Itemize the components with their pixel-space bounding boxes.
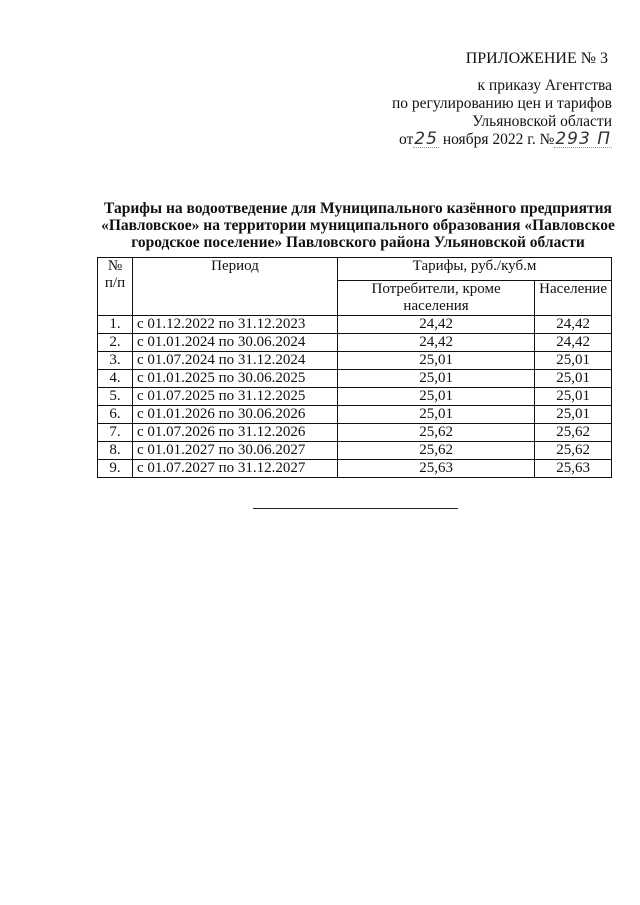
- row-population-tariff: 24,42: [535, 334, 612, 352]
- row-consumers-tariff: 25,01: [338, 370, 535, 388]
- table-row: [98, 370, 612, 388]
- row-num: 1.: [98, 316, 133, 334]
- document-title: [98, 200, 618, 251]
- row-period: с 01.12.2022 по 31.12.2023: [133, 316, 338, 334]
- row-num: 8.: [98, 442, 133, 460]
- row-period: с 01.07.2026 по 31.12.2026: [133, 424, 338, 442]
- table-row: [98, 424, 612, 442]
- row-population-tariff: 24,42: [535, 316, 612, 334]
- row-num: 3.: [98, 352, 133, 370]
- order-line-1: к приказу Агентства: [477, 77, 612, 94]
- row-population-tariff: 25,01: [535, 352, 612, 370]
- row-consumers-tariff: 25,01: [338, 388, 535, 406]
- table-row: [98, 316, 612, 334]
- row-period: с 01.01.2024 по 30.06.2024: [133, 334, 338, 352]
- table-row: [98, 334, 612, 352]
- date-month-year: ноября 2022 г. №: [438, 131, 555, 148]
- row-period: с 01.07.2024 по 31.12.2024: [133, 352, 338, 370]
- row-period: с 01.07.2025 по 31.12.2025: [133, 388, 338, 406]
- handwritten-day: 25: [414, 129, 438, 149]
- col-header-num: № п/п: [98, 258, 133, 316]
- order-line-3: Ульяновской области: [472, 113, 612, 130]
- row-population-tariff: 25,62: [535, 424, 612, 442]
- row-population-tariff: 25,63: [535, 460, 612, 478]
- row-period: с 01.07.2027 по 31.12.2027: [133, 460, 338, 478]
- row-num: 5.: [98, 388, 133, 406]
- row-consumers-tariff: 25,62: [338, 442, 535, 460]
- bottom-divider: [253, 508, 458, 509]
- order-line-2: по регулированию цен и тарифов: [391, 95, 612, 112]
- col-header-period: Период: [133, 258, 338, 316]
- row-consumers-tariff: 24,42: [338, 334, 535, 352]
- row-num: 6.: [98, 406, 133, 424]
- row-population-tariff: 25,01: [535, 388, 612, 406]
- col-header-tariffs: Тарифы, руб./куб.м: [338, 258, 612, 281]
- col-header-population: Население: [535, 281, 612, 316]
- row-num: 9.: [98, 460, 133, 478]
- handwritten-order-number: 293 П: [555, 129, 611, 149]
- row-num: 2.: [98, 334, 133, 352]
- row-period: с 01.01.2025 по 30.06.2025: [133, 370, 338, 388]
- table-row: [98, 460, 612, 478]
- title-line-3: городское поселение» Павловского района Ульяновской области: [131, 234, 585, 251]
- table-row: [98, 442, 612, 460]
- row-period: с 01.01.2027 по 30.06.2027: [133, 442, 338, 460]
- document-header: [312, 50, 612, 149]
- row-period: с 01.01.2026 по 30.06.2026: [133, 406, 338, 424]
- row-population-tariff: 25,62: [535, 442, 612, 460]
- title-line-2: «Павловское» на территории муниципального образования «Павловское: [101, 217, 615, 234]
- row-population-tariff: 25,01: [535, 370, 612, 388]
- table-row: [98, 406, 612, 424]
- row-consumers-tariff: 24,42: [338, 316, 535, 334]
- date-prefix: от: [398, 131, 414, 148]
- row-consumers-tariff: 25,62: [338, 424, 535, 442]
- row-consumers-tariff: 25,63: [338, 460, 535, 478]
- row-consumers-tariff: 25,01: [338, 352, 535, 370]
- order-date-line: [312, 131, 612, 149]
- col-header-consumers: Потребители, кроме населения: [338, 281, 535, 316]
- appendix-label: ПРИЛОЖЕНИЕ № 3: [465, 50, 608, 67]
- row-population-tariff: 25,01: [535, 406, 612, 424]
- table-row: [98, 388, 612, 406]
- table-row: [98, 352, 612, 370]
- row-consumers-tariff: 25,01: [338, 406, 535, 424]
- tariffs-table: [97, 257, 612, 478]
- row-num: 4.: [98, 370, 133, 388]
- title-line-1: Тарифы на водоотведение для Муниципального казённого предприятия: [104, 200, 612, 217]
- row-num: 7.: [98, 424, 133, 442]
